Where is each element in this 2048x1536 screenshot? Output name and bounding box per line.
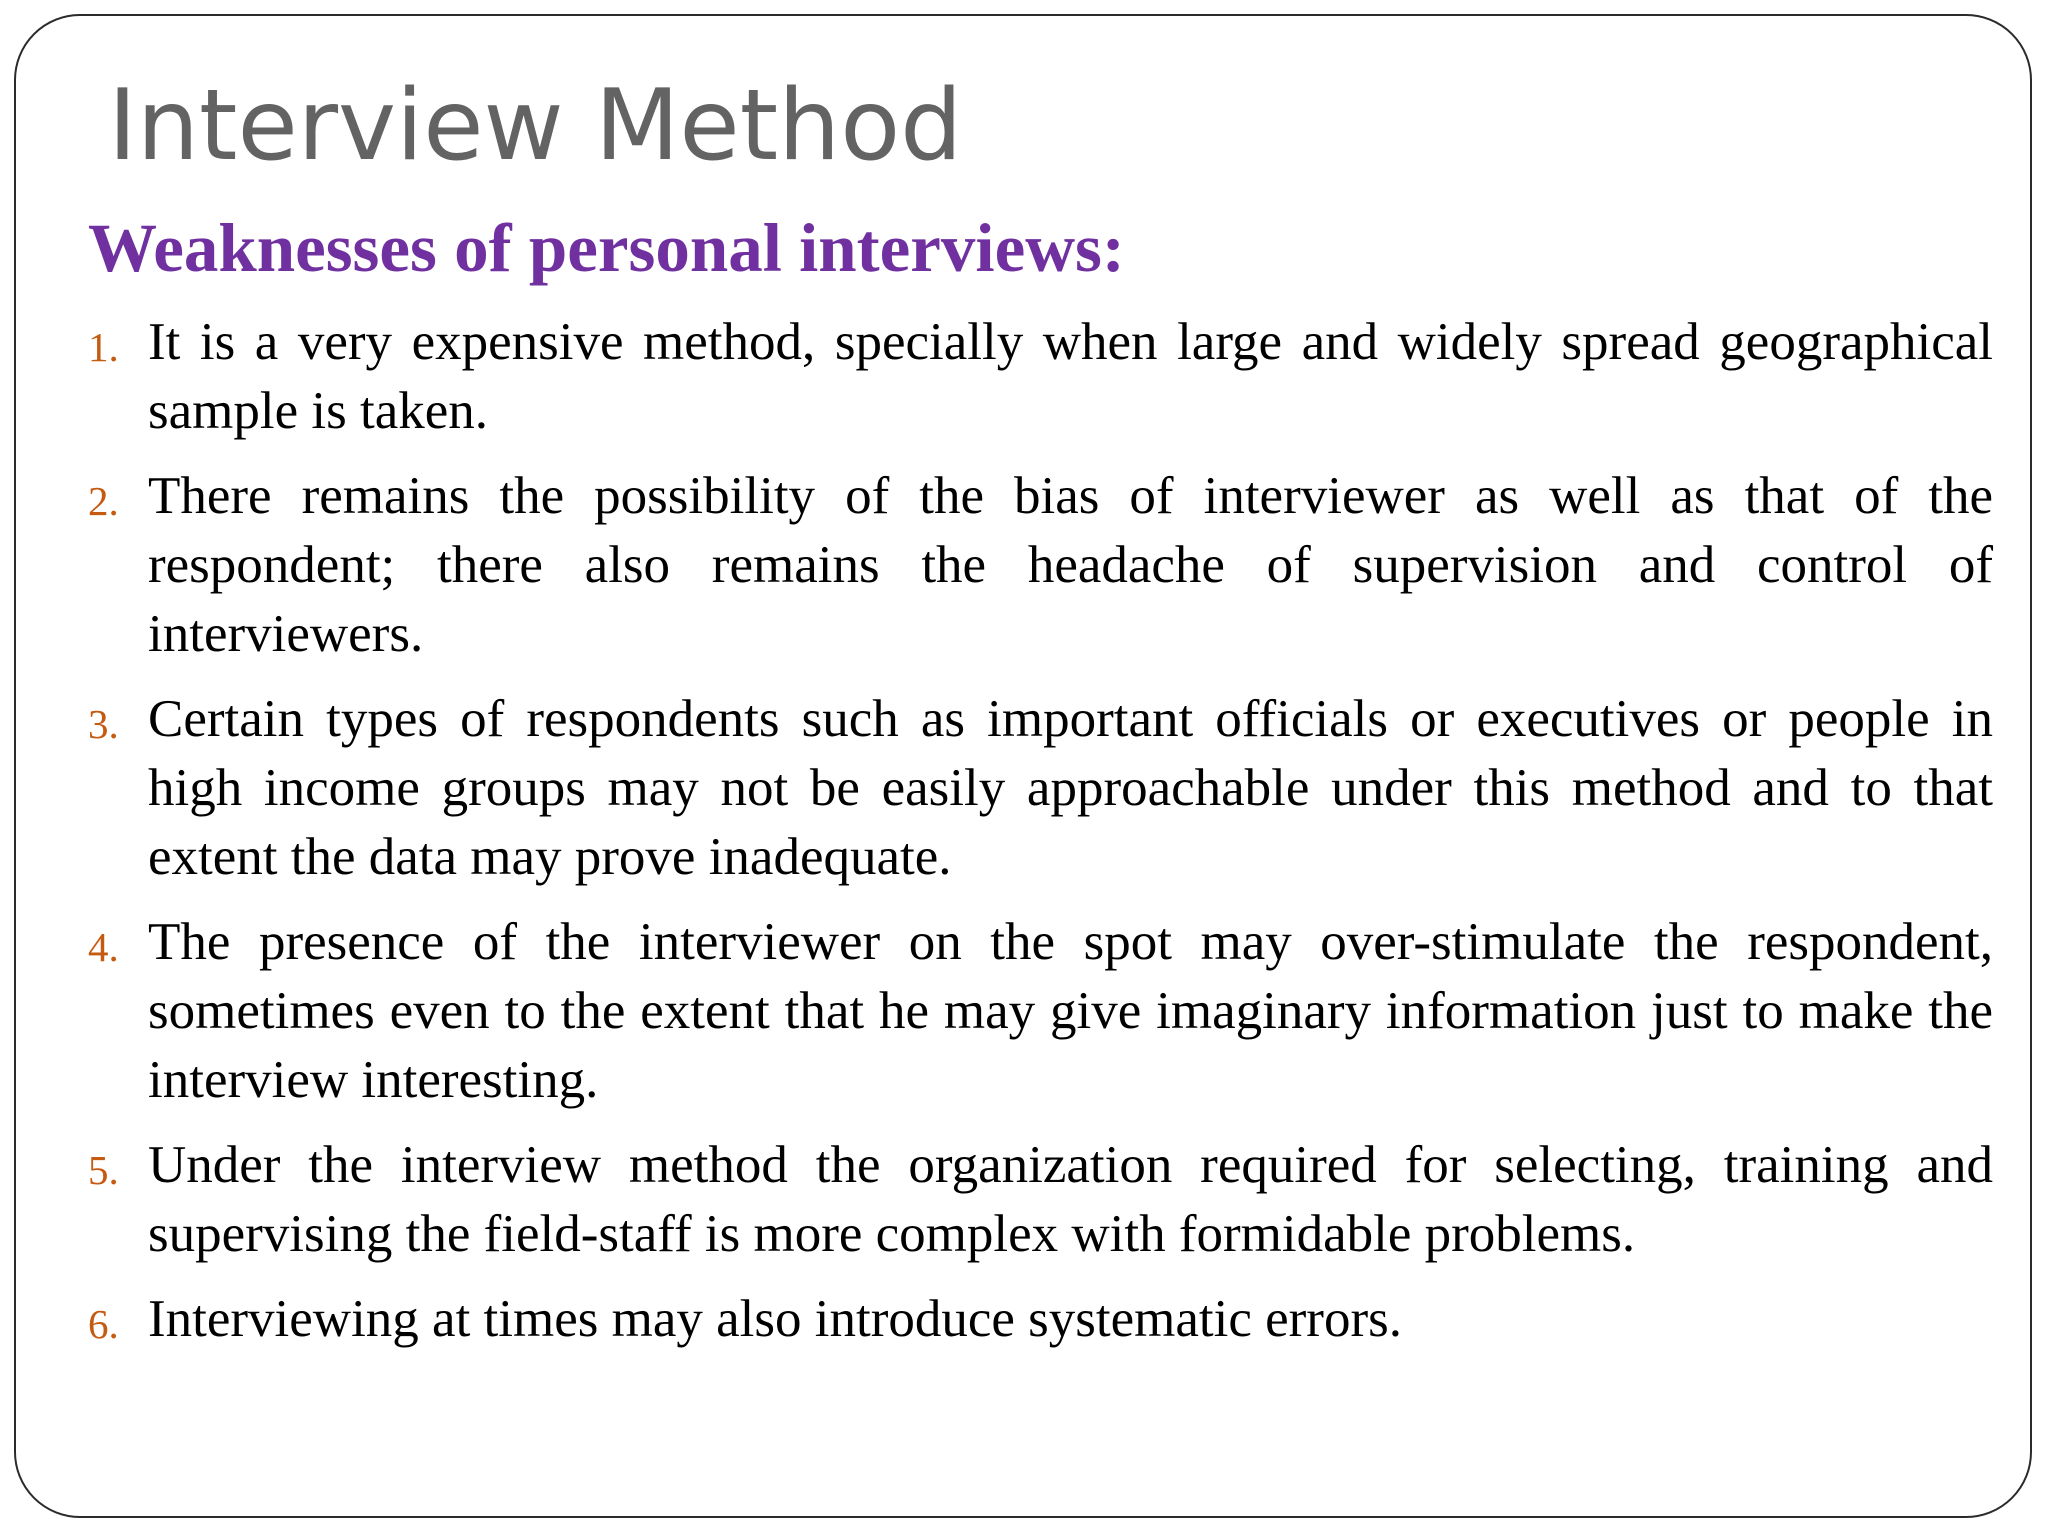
list-number: 4. (88, 924, 119, 970)
list-text: Under the interview method the organization required for selecting, training and supervising the field-staff is more complex with formidable problems. (148, 1136, 1993, 1263)
list-number: 5. (88, 1147, 119, 1193)
weakness-list (88, 308, 1993, 1375)
list-item (88, 908, 1993, 1115)
list-item (88, 1285, 1993, 1359)
list-number: 2. (88, 478, 119, 524)
slide-subtitle: Weaknesses of personal interviews: (88, 210, 1125, 286)
list-text: It is a very expensive method, specially when large and widely spread geographical sample is taken. (148, 313, 1993, 440)
list-item (88, 1131, 1993, 1269)
list-text: Interviewing at times may also introduce systematic errors. (148, 1290, 1402, 1348)
slide-frame (14, 14, 2032, 1518)
list-number: 6. (88, 1301, 119, 1347)
list-number: 3. (88, 701, 119, 747)
list-item (88, 462, 1993, 669)
list-text: The presence of the interviewer on the spot may over-stimulate the respondent, sometimes even to the extent that he may give imaginary information just to make the interview interesting. (148, 913, 1993, 1109)
list-text: Certain types of respondents such as important officials or executives or people in high income groups may not be easily approachable under this method and to that extent the data may prove inadequate. (148, 690, 1993, 886)
list-text: There remains the possibility of the bias of interviewer as well as that of the respondent; there also remains the headache of supervision and control of interviewers. (148, 467, 1993, 663)
list-number: 1. (88, 324, 119, 370)
list-item (88, 685, 1993, 892)
slide-title: Interview Method (108, 69, 963, 183)
list-item (88, 308, 1993, 446)
